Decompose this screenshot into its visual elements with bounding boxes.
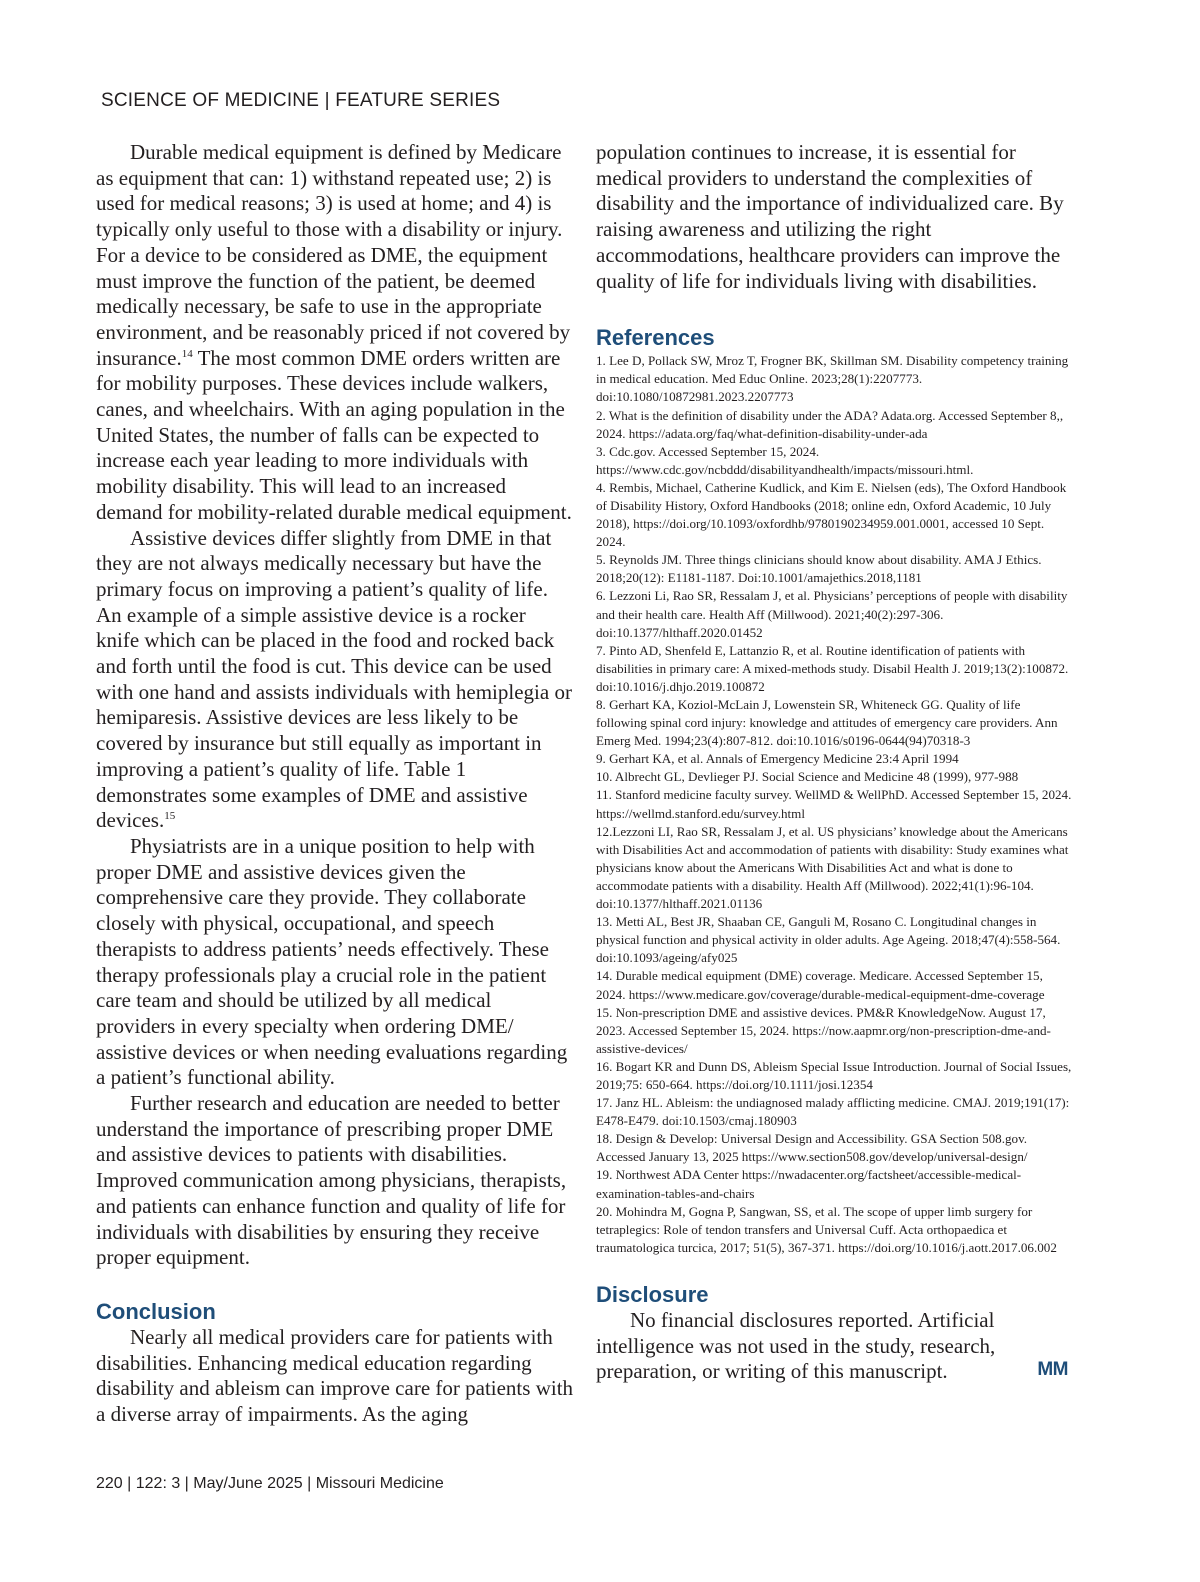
left-column	[96, 140, 574, 1428]
reference-item: 4. Rembis, Michael, Catherine Kudlick, and Kim E. Nielsen (eds), The Oxford Handbook of Disability History, Oxford Handbooks (2018; online edn, Oxford Academic, 10 July 2018), https://doi.org/10.1093/oxfordhb/9780190234959.001.0001, accessed 10 Sept. 2024.	[596, 479, 1067, 550]
reference-item: 8. Gerhart KA, Koziol-McLain J, Lowenstein SR, Whiteneck GG. Quality of life following spinal cord injury: knowledge and attitudes of emergency care providers. Ann Emerg Med. 1994;23(4):807-812. doi:10.1016/s0196-0644(94)70318-3	[596, 697, 1058, 749]
reference-item: 20. Mohindra M, Gogna P, Sangwan, SS, et al. The scope of upper limb surgery for tetraplegics: Role of tendon transfers and Universal Cuff. Acta orthopaedica et traumatologica turcica, 2017; 51(5), 367-371. https://doi.org/10.1016/j.aott.2017.06.002	[596, 1203, 1057, 1255]
reference-item: 3. Cdc.gov. Accessed September 15, 2024. https://www.cdc.gov/ncbddd/disabilityandhealth/impacts/missouri.html.	[596, 443, 974, 477]
reference-item: 18. Design & Develop: Universal Design and Accessibility. GSA Section 508.gov. Accessed January 13, 2025 https://www.section508.gov/develop/universal-design/	[596, 1131, 1028, 1165]
reference-item: 11. Stanford medicine faculty survey. WellMD & WellPhD. Accessed September 15, 2024. https://wellmd.stanford.edu/survey.html	[596, 787, 1072, 821]
reference-item: 16. Bogart KR and Dunn DS, Ableism Special Issue Introduction. Journal of Social Issues, 2019;75: 650-664. https://doi.org/10.1111/josi.12354	[596, 1058, 1072, 1092]
right-column	[596, 140, 1072, 1385]
reference-item: 5. Reynolds JM. Three things clinicians should know about disability. AMA J Ethics. 2018;20(12): E1181-1187. Doi:10.1001/amajethics.2018,1181	[596, 552, 1042, 586]
continuation-paragraph: population continues to increase, it is essential for medical providers to understand the complexities of disability and the importance of individualized care. By raising awareness and utilizing the right accommodations, healthcare providers can improve the quality of life for individuals living with disabilities.	[596, 140, 1064, 293]
paragraph-text: Assistive devices differ slightly from DME in that they are not always medically necessary but have the primary focus on improving a patient’s quality of life. An example of a simple assistive device is a rocker knife which can be placed in the food and rocked back and forth until the food is cut. This device can be used with one hand and assists individuals with hemiplegia or hemiparesis. Assistive devices are less likely to be covered by insurance but still equally as important in improving a patient’s quality of life. Table 1 demonstrates some examples of DME and assistive devices.	[96, 525, 572, 833]
paragraph-text: The most common DME orders written are for mobility purposes. These devices include walkers, canes, and wheelchairs. With an aging population in the United States, the number of falls can be expected to increase each year leading to more individuals with mobility disability. This will lead to an increased demand for mobility-related durable medical equipment.	[96, 345, 572, 524]
reference-item: 1. Lee D, Pollack SW, Mroz T, Frogner BK, Skillman SM. Disability competency training in medical education. Med Educ Online. 2023;28(1):2207773. doi:10.1080/10872981.2023.2207773	[596, 353, 1069, 405]
end-mark-logo: MM	[1037, 1359, 1068, 1381]
page-footer: 220 | 122: 3 | May/June 2025 | Missouri Medicine	[96, 1475, 444, 1492]
reference-item: 19. Northwest ADA Center https://nwadacenter.org/factsheet/accessible-medical-examination-tables-and-chairs	[596, 1167, 1022, 1201]
paragraph-text: Durable medical equipment is defined by Medicare as equipment that can: 1) withstand repeated use; 2) is used for medical reasons; 3) is used at home; and 4) is typically only useful to those with a disability or injury. For a device to be considered as DME, the equipment must improve the function of the patient, be deemed medically necessary, be safe to use in the appropriate environment, and be reasonably priced if not covered by insurance.	[96, 140, 571, 370]
body-paragraph	[96, 140, 574, 526]
reference-item: 13. Metti AL, Best JR, Shaaban CE, Ganguli M, Rosano C. Longitudinal changes in physical function and physical activity in older adults. Age Ageing. 2018;47(4):558-564. doi:10.1093/ageing/afy025	[596, 914, 1061, 966]
citation-superscript: 14	[181, 347, 193, 360]
reference-item: 12.Lezzoni LI, Rao SR, Ressalam J, et al. US physicians’ knowledge about the Americans with Disabilities Act and accommodation of patients with disability: Study examines what physicians know about the Americans With Disabilities Act and what is done to accommodate patients with a disability. Health Aff (Millwood). 2022;41(1):96-104. doi:10.1377/hlthaff.2021.01136	[596, 823, 1069, 912]
reference-item: 17. Janz HL. Ableism: the undiagnosed malady afflicting medicine. CMAJ. 2019;191(17): E478-E479. doi:10.1503/cmaj.180903	[596, 1095, 1070, 1129]
body-paragraph: Further research and education are needed to better understand the importance of prescribing proper DME and assistive devices to patients with disabilities. Improved communication among physicians, therapists, and patients can enhance function and quality of life for individuals with disabilities by ensuring they receive proper equipment.	[96, 1091, 567, 1270]
body-paragraph: Physiatrists are in a unique position to help with proper DME and assistive devices given the comprehensive care they provide. They collaborate closely with physical, occupational, and speech therapists to address patients’ needs effectively. These therapy professionals play a crucial role in the patient care team and should be utilized by all medical providers in every specialty when ordering DME/ assistive devices or when needing evaluations regarding a patient’s functional ability.	[96, 833, 568, 1090]
disclosure-block	[596, 1308, 1072, 1385]
conclusion-heading: Conclusion	[96, 1298, 216, 1324]
reference-item: 7. Pinto AD, Shenfeld E, Lattanzio R, et al. Routine identification of patients with disabilities in primary care: A mixed-methods study. Disabil Health J. 2019;13(2):100872. doi:10.1016/j.dhjo.2019.100872	[596, 642, 1069, 694]
reference-item: 14. Durable medical equipment (DME) coverage. Medicare. Accessed September 15, 2024. https://www.medicare.gov/coverage/durable-medical-equipment-dme-coverage	[596, 968, 1045, 1002]
disclosure-heading: Disclosure	[596, 1281, 709, 1307]
reference-item: 9. Gerhart KA, et al. Annals of Emergency Medicine 23:4 April 1994	[596, 751, 959, 767]
reference-item: 15. Non-prescription DME and assistive devices. PM&R KnowledgeNow. August 17, 2023. Accessed September 15, 2024. https://now.aapmr.org/non-prescription-dme-and-assistive-devices/	[596, 1004, 1051, 1056]
body-paragraph	[96, 526, 574, 834]
disclosure-paragraph: No financial disclosures reported. Artificial intelligence was not used in the study, research, preparation, or writing of this manuscript.	[596, 1307, 996, 1384]
conclusion-paragraph: Nearly all medical providers care for patients with disabilities. Enhancing medical education regarding disability and ableism can improve care for patients with a diverse array of impairments. As the aging	[96, 1324, 574, 1427]
running-header: SCIENCE OF MEDICINE | FEATURE SERIES	[101, 90, 501, 111]
reference-item: 2. What is the definition of disability under the ADA? Adata.org. Accessed September 8,, 2024. https://adata.org/faq/what-definition-disability-under-ada	[596, 407, 1064, 441]
references-list	[596, 352, 1072, 1257]
reference-item: 10. Albrecht GL, Devlieger PJ. Social Science and Medicine 48 (1999), 977-988	[596, 769, 1019, 785]
references-heading: References	[596, 325, 715, 351]
reference-item: 6. Lezzoni Li, Rao SR, Ressalam J, et al. Physicians’ perceptions of people with disability and their health care. Health Aff (Millwood). 2021;40(2):297-306. doi:10.1377/hlthaff.2020.01452	[596, 588, 1068, 640]
citation-superscript: 15	[164, 810, 176, 823]
